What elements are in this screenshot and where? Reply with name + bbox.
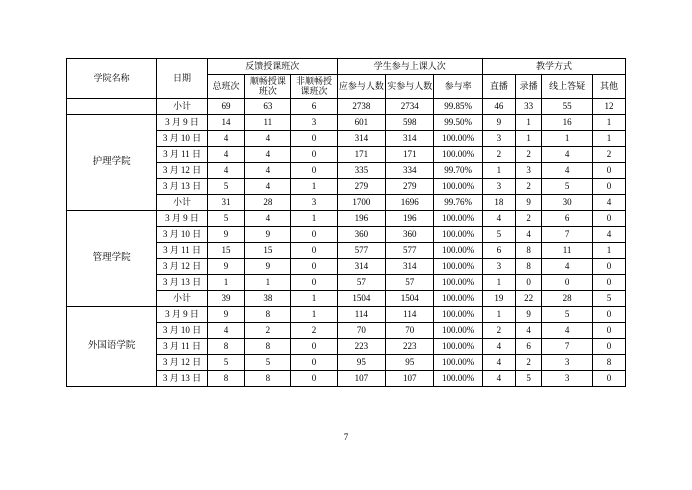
cell-smooth-classes: 5 — [245, 354, 291, 370]
header-institution: 学院名称 — [67, 59, 157, 99]
cell-online-qa: 16 — [542, 114, 593, 130]
cell-date: 3 月 13 日 — [157, 370, 208, 386]
cell-subtotal-label: 小计 — [157, 290, 208, 306]
cell-other: 0 — [592, 370, 625, 386]
cell-recorded: 6 — [515, 338, 541, 354]
cell-summary-label: 小计 — [157, 98, 208, 114]
cell-live: 3 — [482, 178, 515, 194]
cell-recorded: 2 — [515, 210, 541, 226]
header-date: 日期 — [157, 59, 208, 99]
cell-other: 0 — [592, 338, 625, 354]
cell-participation-rate: 99.70% — [434, 162, 482, 178]
cell-other: 0 — [592, 178, 625, 194]
cell-expected-people: 335 — [337, 162, 385, 178]
cell-actual-people: 314 — [386, 258, 434, 274]
cell-expected-people: 223 — [337, 338, 385, 354]
cell-other: 0 — [592, 274, 625, 290]
cell-online-qa: 5 — [542, 178, 593, 194]
cell-participation-rate: 100.00% — [434, 370, 482, 386]
cell-total-classes: 14 — [207, 114, 244, 130]
cell-unsmooth-classes: 0 — [291, 162, 337, 178]
cell-expected-people: 114 — [337, 306, 385, 322]
cell-participation-rate: 100.00% — [434, 242, 482, 258]
cell-total-classes: 39 — [207, 290, 244, 306]
cell-recorded: 4 — [515, 322, 541, 338]
cell-total-classes: 69 — [207, 98, 244, 114]
cell-date: 3 月 11 日 — [157, 242, 208, 258]
cell-date: 3 月 12 日 — [157, 258, 208, 274]
cell-smooth-classes: 4 — [245, 210, 291, 226]
cell-actual-people: 314 — [386, 130, 434, 146]
cell-online-qa: 7 — [542, 338, 593, 354]
table-row — [67, 210, 626, 226]
cell-live: 9 — [482, 114, 515, 130]
cell-total-classes: 9 — [207, 258, 244, 274]
cell-expected-people: 577 — [337, 242, 385, 258]
cell-unsmooth-classes: 0 — [291, 338, 337, 354]
cell-institution: 外国语学院 — [67, 306, 157, 386]
cell-smooth-classes: 4 — [245, 146, 291, 162]
cell-online-qa: 30 — [542, 194, 593, 210]
header-group-students: 学生参与上课人次 — [337, 59, 482, 75]
cell-live: 5 — [482, 226, 515, 242]
cell-actual-people: 223 — [386, 338, 434, 354]
page-number: 7 — [343, 432, 349, 442]
cell-smooth-classes: 28 — [245, 194, 291, 210]
cell-recorded: 33 — [515, 98, 541, 114]
cell-participation-rate: 100.00% — [434, 226, 482, 242]
cell-actual-people: 1696 — [386, 194, 434, 210]
cell-total-classes: 1 — [207, 274, 244, 290]
cell-actual-people: 1504 — [386, 290, 434, 306]
cell-smooth-classes: 2 — [245, 322, 291, 338]
cell-actual-people: 107 — [386, 370, 434, 386]
cell-online-qa: 11 — [542, 242, 593, 258]
cell-smooth-classes: 15 — [245, 242, 291, 258]
cell-date: 3 月 9 日 — [157, 210, 208, 226]
cell-live: 3 — [482, 258, 515, 274]
cell-smooth-classes: 8 — [245, 370, 291, 386]
cell-total-classes: 9 — [207, 306, 244, 322]
cell-expected-people: 2738 — [337, 98, 385, 114]
cell-recorded: 3 — [515, 162, 541, 178]
cell-total-classes: 4 — [207, 322, 244, 338]
cell-total-classes: 9 — [207, 226, 244, 242]
cell-unsmooth-classes: 1 — [291, 210, 337, 226]
cell-smooth-classes: 4 — [245, 130, 291, 146]
cell-live: 6 — [482, 242, 515, 258]
cell-smooth-classes: 4 — [245, 178, 291, 194]
cell-recorded: 0 — [515, 274, 541, 290]
cell-recorded: 1 — [515, 114, 541, 130]
cell-unsmooth-classes: 1 — [291, 290, 337, 306]
cell-unsmooth-classes: 0 — [291, 258, 337, 274]
cell-smooth-classes: 9 — [245, 226, 291, 242]
cell-recorded: 2 — [515, 178, 541, 194]
cell-expected-people: 107 — [337, 370, 385, 386]
cell-live: 19 — [482, 290, 515, 306]
cell-expected-people: 1504 — [337, 290, 385, 306]
cell-smooth-classes: 1 — [245, 274, 291, 290]
cell-live: 46 — [482, 98, 515, 114]
cell-institution: 管理学院 — [67, 210, 157, 306]
cell-date: 3 月 13 日 — [157, 178, 208, 194]
cell-live: 4 — [482, 354, 515, 370]
cell-participation-rate: 100.00% — [434, 130, 482, 146]
cell-date: 3 月 12 日 — [157, 162, 208, 178]
cell-recorded: 22 — [515, 290, 541, 306]
cell-actual-people: 2734 — [386, 98, 434, 114]
table-row — [67, 306, 626, 322]
table-header-row-1 — [67, 59, 626, 75]
cell-participation-rate: 99.85% — [434, 98, 482, 114]
header-participation-rate: 参与率 — [434, 75, 482, 99]
cell-smooth-classes: 9 — [245, 258, 291, 274]
cell-participation-rate: 100.00% — [434, 354, 482, 370]
cell-total-classes: 4 — [207, 146, 244, 162]
header-other: 其他 — [592, 75, 625, 99]
cell-unsmooth-classes: 0 — [291, 242, 337, 258]
cell-date: 3 月 10 日 — [157, 130, 208, 146]
cell-smooth-classes: 4 — [245, 162, 291, 178]
cell-unsmooth-classes: 6 — [291, 98, 337, 114]
cell-live: 18 — [482, 194, 515, 210]
cell-total-classes: 31 — [207, 194, 244, 210]
cell-online-qa: 4 — [542, 146, 593, 162]
cell-other: 5 — [592, 290, 625, 306]
cell-other: 1 — [592, 242, 625, 258]
cell-other: 0 — [592, 162, 625, 178]
cell-smooth-classes: 38 — [245, 290, 291, 306]
cell-date: 3 月 11 日 — [157, 146, 208, 162]
cell-actual-people: 114 — [386, 306, 434, 322]
cell-date: 3 月 10 日 — [157, 322, 208, 338]
cell-live: 4 — [482, 210, 515, 226]
cell-date: 3 月 11 日 — [157, 338, 208, 354]
cell-subtotal-label: 小计 — [157, 194, 208, 210]
header-total-classes: 总班次 — [207, 75, 244, 99]
cell-recorded: 8 — [515, 258, 541, 274]
teaching-statistics-table — [66, 58, 626, 387]
cell-participation-rate: 100.00% — [434, 306, 482, 322]
cell-participation-rate: 100.00% — [434, 338, 482, 354]
cell-expected-people: 171 — [337, 146, 385, 162]
cell-live: 2 — [482, 146, 515, 162]
cell-institution: 护理学院 — [67, 114, 157, 210]
cell-actual-people: 577 — [386, 242, 434, 258]
cell-unsmooth-classes: 3 — [291, 194, 337, 210]
cell-actual-people: 360 — [386, 226, 434, 242]
cell-other: 4 — [592, 194, 625, 210]
cell-recorded: 9 — [515, 306, 541, 322]
cell-online-qa: 4 — [542, 162, 593, 178]
cell-unsmooth-classes: 1 — [291, 178, 337, 194]
cell-online-qa: 1 — [542, 130, 593, 146]
header-smooth-classes: 顺畅授课班次 — [245, 75, 291, 99]
cell-expected-people: 1700 — [337, 194, 385, 210]
cell-total-classes: 8 — [207, 338, 244, 354]
cell-expected-people: 279 — [337, 178, 385, 194]
header-group-feedback: 反馈授课班次 — [207, 59, 337, 75]
cell-online-qa: 0 — [542, 274, 593, 290]
cell-institution-blank — [67, 98, 157, 114]
cell-date: 3 月 13 日 — [157, 274, 208, 290]
cell-actual-people: 196 — [386, 210, 434, 226]
cell-total-classes: 8 — [207, 370, 244, 386]
table-body — [67, 98, 626, 386]
cell-total-classes: 15 — [207, 242, 244, 258]
cell-smooth-classes: 8 — [245, 338, 291, 354]
cell-participation-rate: 100.00% — [434, 210, 482, 226]
cell-expected-people: 196 — [337, 210, 385, 226]
cell-unsmooth-classes: 0 — [291, 274, 337, 290]
cell-expected-people: 70 — [337, 322, 385, 338]
cell-unsmooth-classes: 0 — [291, 370, 337, 386]
cell-actual-people: 95 — [386, 354, 434, 370]
cell-participation-rate: 100.00% — [434, 258, 482, 274]
cell-actual-people: 279 — [386, 178, 434, 194]
cell-recorded: 2 — [515, 354, 541, 370]
cell-unsmooth-classes: 0 — [291, 130, 337, 146]
cell-actual-people: 598 — [386, 114, 434, 130]
cell-total-classes: 4 — [207, 130, 244, 146]
cell-online-qa: 4 — [542, 258, 593, 274]
cell-date: 3 月 9 日 — [157, 306, 208, 322]
table-row-total-summary — [67, 98, 626, 114]
header-recorded: 录播 — [515, 75, 541, 99]
cell-participation-rate: 99.50% — [434, 114, 482, 130]
cell-participation-rate: 100.00% — [434, 146, 482, 162]
cell-smooth-classes: 8 — [245, 306, 291, 322]
cell-online-qa: 3 — [542, 370, 593, 386]
header-unsmooth-classes: 非顺畅授课班次 — [291, 75, 337, 99]
header-live: 直播 — [482, 75, 515, 99]
cell-live: 2 — [482, 322, 515, 338]
cell-total-classes: 5 — [207, 178, 244, 194]
header-group-method: 教学方式 — [482, 59, 625, 75]
cell-smooth-classes: 63 — [245, 98, 291, 114]
cell-live: 1 — [482, 162, 515, 178]
cell-expected-people: 601 — [337, 114, 385, 130]
cell-recorded: 1 — [515, 130, 541, 146]
cell-total-classes: 5 — [207, 210, 244, 226]
cell-date: 3 月 9 日 — [157, 114, 208, 130]
cell-recorded: 5 — [515, 370, 541, 386]
cell-actual-people: 57 — [386, 274, 434, 290]
cell-participation-rate: 100.00% — [434, 274, 482, 290]
cell-recorded: 4 — [515, 226, 541, 242]
cell-unsmooth-classes: 0 — [291, 146, 337, 162]
cell-expected-people: 360 — [337, 226, 385, 242]
cell-total-classes: 5 — [207, 354, 244, 370]
cell-live: 1 — [482, 274, 515, 290]
cell-expected-people: 314 — [337, 258, 385, 274]
header-expected-people: 应参与人数 — [337, 75, 385, 99]
cell-date: 3 月 12 日 — [157, 354, 208, 370]
cell-other: 0 — [592, 258, 625, 274]
cell-online-qa: 55 — [542, 98, 593, 114]
cell-unsmooth-classes: 2 — [291, 322, 337, 338]
cell-recorded: 9 — [515, 194, 541, 210]
cell-actual-people: 171 — [386, 146, 434, 162]
cell-other: 4 — [592, 226, 625, 242]
cell-other: 0 — [592, 306, 625, 322]
cell-participation-rate: 100.00% — [434, 178, 482, 194]
cell-other: 1 — [592, 114, 625, 130]
cell-unsmooth-classes: 3 — [291, 114, 337, 130]
cell-recorded: 2 — [515, 146, 541, 162]
cell-online-qa: 3 — [542, 354, 593, 370]
cell-unsmooth-classes: 0 — [291, 354, 337, 370]
cell-online-qa: 6 — [542, 210, 593, 226]
header-online-qa: 线上答疑 — [542, 75, 593, 99]
cell-total-classes: 4 — [207, 162, 244, 178]
cell-online-qa: 7 — [542, 226, 593, 242]
cell-unsmooth-classes: 0 — [291, 226, 337, 242]
cell-expected-people: 95 — [337, 354, 385, 370]
cell-participation-rate: 100.00% — [434, 322, 482, 338]
cell-actual-people: 334 — [386, 162, 434, 178]
cell-online-qa: 4 — [542, 322, 593, 338]
cell-other: 8 — [592, 354, 625, 370]
cell-participation-rate: 99.76% — [434, 194, 482, 210]
table-header — [67, 59, 626, 99]
cell-unsmooth-classes: 1 — [291, 306, 337, 322]
cell-live: 3 — [482, 130, 515, 146]
cell-live: 4 — [482, 370, 515, 386]
cell-other: 1 — [592, 130, 625, 146]
cell-other: 0 — [592, 322, 625, 338]
cell-expected-people: 314 — [337, 130, 385, 146]
cell-other: 0 — [592, 210, 625, 226]
cell-live: 4 — [482, 338, 515, 354]
cell-actual-people: 70 — [386, 322, 434, 338]
cell-other: 2 — [592, 146, 625, 162]
cell-participation-rate: 100.00% — [434, 290, 482, 306]
cell-date: 3 月 10 日 — [157, 226, 208, 242]
cell-smooth-classes: 11 — [245, 114, 291, 130]
cell-expected-people: 57 — [337, 274, 385, 290]
cell-online-qa: 28 — [542, 290, 593, 306]
cell-recorded: 8 — [515, 242, 541, 258]
cell-online-qa: 5 — [542, 306, 593, 322]
header-actual-people: 实参与人数 — [386, 75, 434, 99]
cell-other: 12 — [592, 98, 625, 114]
cell-live: 1 — [482, 306, 515, 322]
table-row — [67, 114, 626, 130]
